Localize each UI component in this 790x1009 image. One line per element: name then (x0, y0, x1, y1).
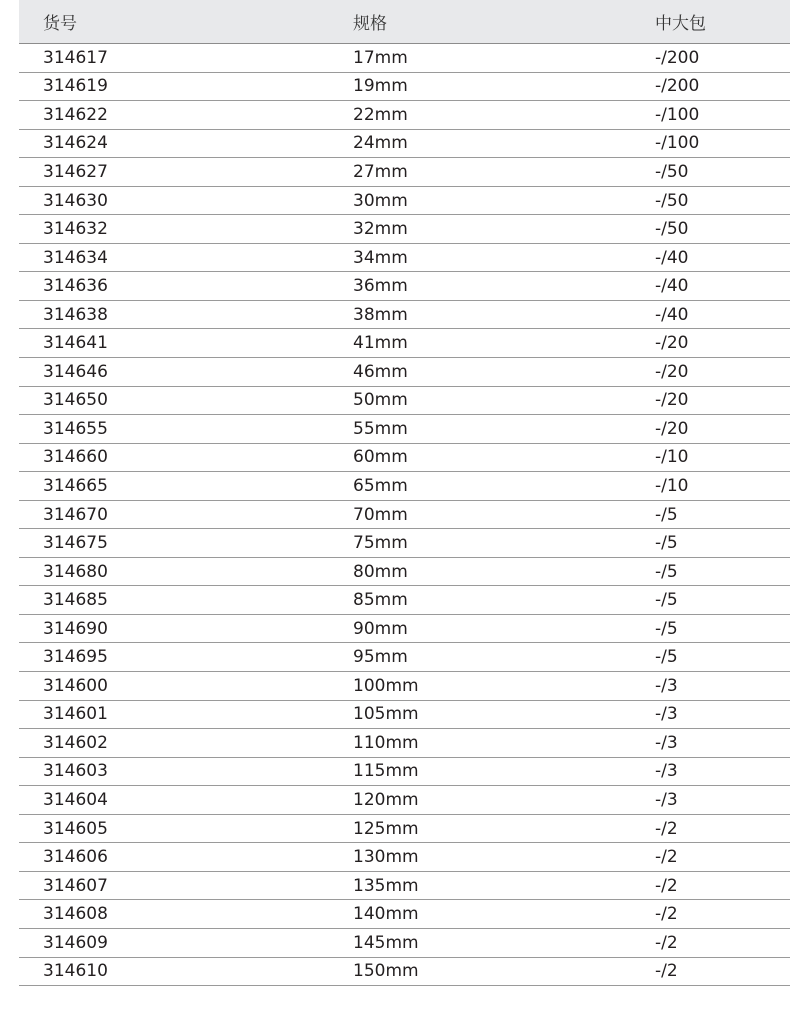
cell-code: 314610 (43, 961, 108, 982)
cell-code: 314638 (43, 304, 108, 325)
cell-size: 85mm (353, 590, 408, 611)
cell-pack: -/2 (655, 847, 678, 868)
cell-code: 314624 (43, 133, 108, 154)
cell-pack: -/5 (655, 561, 678, 582)
table-row (19, 958, 790, 987)
cell-pack: -/40 (655, 276, 689, 297)
cell-size: 95mm (353, 647, 408, 668)
cell-size: 70mm (353, 504, 408, 525)
cell-size: 17mm (353, 47, 408, 68)
cell-code: 314606 (43, 847, 108, 868)
table-row (19, 415, 790, 444)
cell-pack: -/5 (655, 533, 678, 554)
cell-size: 145mm (353, 932, 419, 953)
table-row (19, 444, 790, 473)
cell-code: 314675 (43, 533, 108, 554)
cell-size: 24mm (353, 133, 408, 154)
table-row (19, 843, 790, 872)
cell-pack: -/20 (655, 418, 689, 439)
table-row (19, 329, 790, 358)
table-row (19, 358, 790, 387)
cell-pack: -/200 (655, 47, 700, 68)
cell-code: 314627 (43, 161, 108, 182)
table-row (19, 101, 790, 130)
cell-size: 34mm (353, 247, 408, 268)
table-row (19, 215, 790, 244)
cell-size: 27mm (353, 161, 408, 182)
table-row (19, 558, 790, 587)
cell-code: 314617 (43, 47, 108, 68)
cell-pack: -/40 (655, 304, 689, 325)
cell-size: 38mm (353, 304, 408, 325)
table-header (19, 0, 790, 44)
cell-code: 314636 (43, 276, 108, 297)
cell-code: 314634 (43, 247, 108, 268)
cell-size: 105mm (353, 704, 419, 725)
cell-size: 80mm (353, 561, 408, 582)
cell-code: 314604 (43, 789, 108, 810)
header-code: 货号 (43, 14, 77, 34)
table-row (19, 158, 790, 187)
table-row (19, 301, 790, 330)
cell-code: 314622 (43, 104, 108, 125)
cell-pack: -/100 (655, 133, 700, 154)
cell-code: 314680 (43, 561, 108, 582)
cell-code: 314695 (43, 647, 108, 668)
cell-pack: -/10 (655, 447, 689, 468)
cell-pack: -/100 (655, 104, 700, 125)
cell-size: 125mm (353, 818, 419, 839)
cell-pack: -/2 (655, 961, 678, 982)
cell-pack: -/20 (655, 333, 689, 354)
cell-code: 314685 (43, 590, 108, 611)
cell-pack: -/5 (655, 647, 678, 668)
cell-size: 135mm (353, 875, 419, 896)
table-row (19, 387, 790, 416)
cell-pack: -/3 (655, 675, 678, 696)
cell-size: 22mm (353, 104, 408, 125)
header-size: 规格 (353, 14, 387, 34)
table-row (19, 615, 790, 644)
cell-pack: -/3 (655, 704, 678, 725)
cell-pack: -/10 (655, 475, 689, 496)
cell-code: 314602 (43, 732, 108, 753)
table-row (19, 272, 790, 301)
table-row (19, 73, 790, 102)
cell-code: 314605 (43, 818, 108, 839)
cell-size: 46mm (353, 361, 408, 382)
cell-code: 314601 (43, 704, 108, 725)
cell-pack: -/5 (655, 504, 678, 525)
cell-size: 150mm (353, 961, 419, 982)
cell-pack: -/2 (655, 818, 678, 839)
table-row (19, 586, 790, 615)
table-row (19, 900, 790, 929)
cell-pack: -/5 (655, 618, 678, 639)
cell-size: 140mm (353, 904, 419, 925)
cell-code: 314655 (43, 418, 108, 439)
cell-size: 65mm (353, 475, 408, 496)
cell-size: 75mm (353, 533, 408, 554)
cell-size: 41mm (353, 333, 408, 354)
cell-code: 314609 (43, 932, 108, 953)
cell-pack: -/2 (655, 932, 678, 953)
cell-size: 110mm (353, 732, 419, 753)
table-row (19, 929, 790, 958)
table-row (19, 529, 790, 558)
cell-pack: -/50 (655, 161, 689, 182)
cell-pack: -/2 (655, 904, 678, 925)
table-body (19, 44, 790, 986)
cell-code: 314641 (43, 333, 108, 354)
cell-pack: -/40 (655, 247, 689, 268)
cell-code: 314608 (43, 904, 108, 925)
cell-size: 50mm (353, 390, 408, 411)
cell-pack: -/50 (655, 190, 689, 211)
cell-pack: -/3 (655, 789, 678, 810)
table-row (19, 815, 790, 844)
cell-code: 314603 (43, 761, 108, 782)
table-row (19, 472, 790, 501)
table-row (19, 187, 790, 216)
cell-code: 314670 (43, 504, 108, 525)
cell-pack: -/2 (655, 875, 678, 896)
cell-pack: -/200 (655, 76, 700, 97)
header-pack: 中大包 (655, 14, 706, 34)
cell-pack: -/5 (655, 590, 678, 611)
cell-size: 90mm (353, 618, 408, 639)
table-row (19, 130, 790, 159)
cell-size: 60mm (353, 447, 408, 468)
cell-size: 19mm (353, 76, 408, 97)
table-row (19, 44, 790, 73)
cell-code: 314650 (43, 390, 108, 411)
cell-code: 314619 (43, 76, 108, 97)
cell-code: 314632 (43, 219, 108, 240)
table-row (19, 758, 790, 787)
table-row (19, 872, 790, 901)
cell-pack: -/20 (655, 390, 689, 411)
cell-code: 314646 (43, 361, 108, 382)
cell-size: 36mm (353, 276, 408, 297)
table-row (19, 672, 790, 701)
table-row (19, 244, 790, 273)
cell-size: 30mm (353, 190, 408, 211)
cell-pack: -/50 (655, 219, 689, 240)
cell-code: 314690 (43, 618, 108, 639)
cell-pack: -/3 (655, 761, 678, 782)
cell-code: 314665 (43, 475, 108, 496)
table-row (19, 701, 790, 730)
cell-code: 314607 (43, 875, 108, 896)
cell-code: 314660 (43, 447, 108, 468)
table-row (19, 501, 790, 530)
cell-pack: -/20 (655, 361, 689, 382)
cell-size: 32mm (353, 219, 408, 240)
table-row (19, 643, 790, 672)
table-row (19, 729, 790, 758)
table-row (19, 786, 790, 815)
cell-size: 130mm (353, 847, 419, 868)
cell-pack: -/3 (655, 732, 678, 753)
cell-size: 100mm (353, 675, 419, 696)
product-table (19, 0, 790, 986)
cell-size: 55mm (353, 418, 408, 439)
cell-size: 120mm (353, 789, 419, 810)
cell-code: 314630 (43, 190, 108, 211)
cell-code: 314600 (43, 675, 108, 696)
cell-size: 115mm (353, 761, 419, 782)
